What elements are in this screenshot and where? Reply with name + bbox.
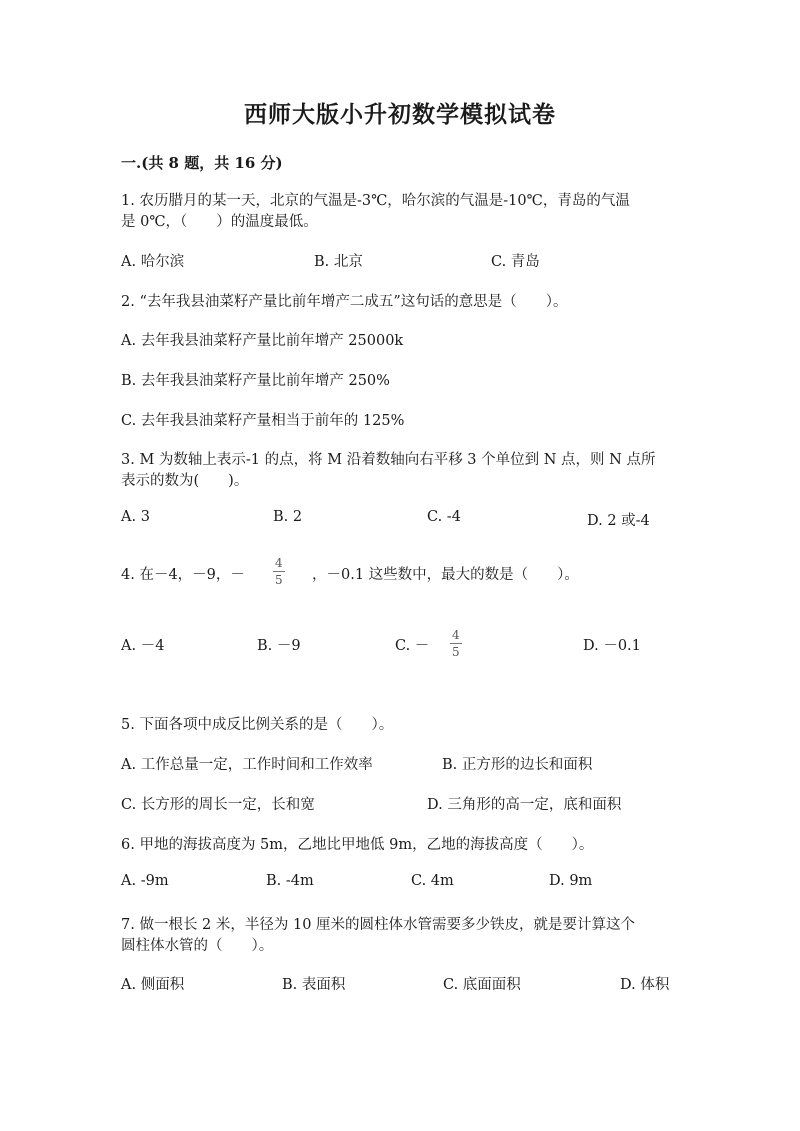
- question-7-line-2: 圆柱体水管的（ ）。: [121, 938, 274, 954]
- question-5-option-a: A. 工作总量一定，工作时间和工作效率: [121, 757, 373, 773]
- question-7-option-d: D. 体积: [620, 977, 670, 993]
- question-3-option-a: A. 3: [121, 509, 150, 525]
- section-header: 一.(共 8 题，共 16 分): [121, 154, 283, 172]
- question-4-fraction: [273, 556, 285, 587]
- fraction-numerator: 4: [452, 628, 460, 642]
- question-2-option-c: C. 去年我县油菜籽产量相当于前年的 125%: [121, 413, 405, 429]
- question-4-option-a: A. －4: [121, 638, 165, 654]
- fraction-denominator: 5: [275, 573, 283, 587]
- question-4-option-d: D. －0.1: [583, 638, 641, 654]
- question-4-option-c-fraction: [450, 628, 462, 659]
- question-7-option-c: C. 底面面积: [443, 977, 521, 993]
- question-6-option-c: C. 4m: [411, 873, 454, 889]
- question-1-option-a: A. 哈尔滨: [121, 254, 185, 270]
- question-7-option-a: A. 侧面积: [121, 977, 185, 993]
- question-3-option-b: B. 2: [273, 509, 303, 525]
- question-4-option-b: B. －9: [257, 638, 301, 654]
- question-7-line-1: 7. 做一根长 2 米，半径为 10 厘米的圆柱体水管需要多少铁皮，就是要计算这个: [121, 917, 636, 933]
- question-2-option-b: B. 去年我县油菜籽产量比前年增产 250%: [121, 373, 390, 389]
- question-3-option-c: C. -4: [427, 509, 461, 525]
- question-1-option-b: B. 北京: [314, 254, 363, 270]
- fraction-numerator: 4: [275, 556, 283, 570]
- question-1-option-c: C. 青岛: [491, 254, 540, 270]
- question-4-stem-start: 4. 在－4，－9，－: [121, 567, 245, 583]
- question-4-option-c: C. －: [395, 638, 430, 654]
- question-5-line-1: 5. 下面各项中成反比例关系的是（ ）。: [121, 717, 394, 733]
- question-6-option-a: A. -9m: [121, 873, 169, 889]
- fraction-denominator: 5: [452, 645, 460, 659]
- question-6-option-b: B. -4m: [266, 873, 314, 889]
- question-7-option-b: B. 表面积: [282, 977, 346, 993]
- question-3-line-1: 3. M 为数轴上表示-1 的点，将 M 沿着数轴向右平移 3 个单位到 N 点，则 N 点所: [121, 452, 656, 468]
- question-5-option-d: D. 三角形的高一定，底和面积: [427, 797, 622, 813]
- question-5-option-c: C. 长方形的周长一定，长和宽: [121, 797, 315, 813]
- question-6-line-1: 6. 甲地的海拔高度为 5m，乙地比甲地低 9m，乙地的海拔高度（ ）。: [121, 837, 594, 853]
- question-2-line-1: 2. “去年我县油菜籽产量比前年增产二成五”这句话的意思是（ ）。: [121, 294, 568, 310]
- question-4-stem-end: ，－0.1 这些数中，最大的数是（ ）。: [312, 567, 579, 583]
- page-title: 西师大版小升初数学模拟试卷: [244, 101, 556, 128]
- question-1-line-2: 是 0℃，（ ）的温度最低。: [121, 214, 318, 230]
- question-6-option-d: D. 9m: [549, 873, 593, 889]
- question-3-option-d: D. 2 或-4: [587, 513, 650, 529]
- question-1-line-1: 1. 农历腊月的某一天，北京的气温是-3℃，哈尔滨的气温是-10℃，青岛的气温: [121, 193, 630, 209]
- question-3-line-2: 表示的数为( )。: [121, 473, 249, 489]
- question-5-option-b: B. 正方形的边长和面积: [442, 757, 593, 773]
- question-2-option-a: A. 去年我县油菜籽产量比前年增产 25000k: [121, 333, 404, 349]
